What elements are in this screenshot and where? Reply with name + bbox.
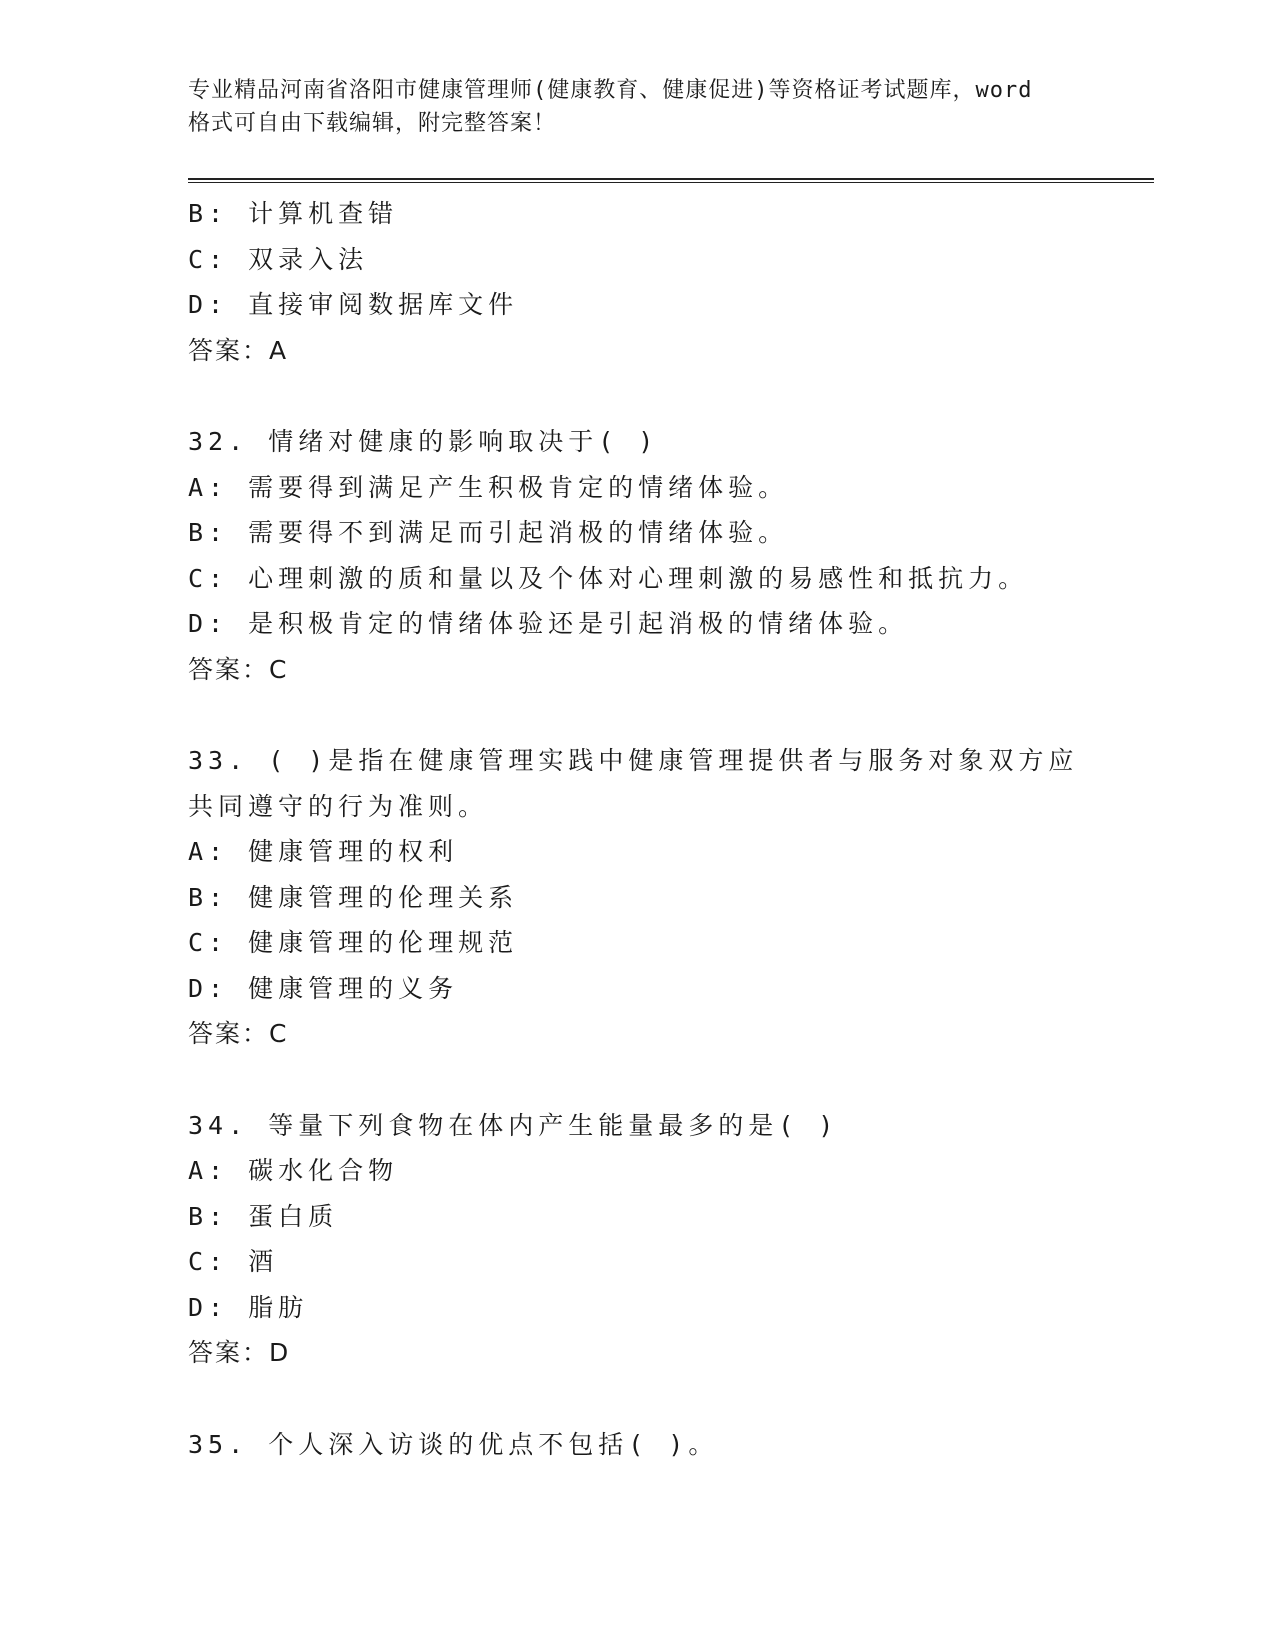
question-block-33 — [188, 738, 1148, 1057]
option-c: C: 心理刺激的质和量以及个体对心理刺激的易感性和抵抗力。 — [188, 563, 1029, 593]
question-stem: 35. 个人深入访谈的优点不包括( )。 — [188, 1429, 719, 1459]
option-d: D: 脂肪 — [188, 1292, 309, 1322]
spacer — [188, 1057, 1148, 1103]
header-line-2: 格式可自由下载编辑，附完整答案！ — [188, 111, 557, 136]
option-a: A: 需要得到满足产生积极肯定的情绪体验。 — [188, 472, 789, 502]
option-d: D: 直接审阅数据库文件 — [188, 290, 519, 319]
option-a: A: 碳水化合物 — [188, 1156, 399, 1185]
answer: 答案：A — [188, 335, 289, 365]
question-block-34 — [188, 1103, 1148, 1376]
header-line-1: 专业精品河南省洛阳市健康管理师(健康教育、健康促进)等资格证考试题库，word — [188, 78, 1033, 103]
question-stem: 34. 等量下列食物在体内产生能量最多的是( ) — [188, 1110, 839, 1140]
option-a: A: 健康管理的权利 — [188, 837, 459, 866]
question-block-31 — [188, 191, 1148, 373]
question-stem: 32. 情绪对健康的影响取决于( ) — [188, 427, 659, 456]
option-b: B: 蛋白质 — [188, 1201, 339, 1231]
spacer — [188, 1376, 1148, 1422]
question-list — [188, 191, 1148, 1467]
option-b: B: 计算机查错 — [188, 199, 399, 228]
question-stem-continued: 共同遵守的行为准则。 — [188, 791, 489, 821]
option-d: D: 是积极肯定的情绪体验还是引起消极的情绪体验。 — [188, 609, 909, 638]
option-c: C: 双录入法 — [188, 244, 369, 274]
option-b: B: 需要得不到满足而引起消极的情绪体验。 — [188, 518, 789, 547]
option-c: C: 酒 — [188, 1247, 279, 1276]
answer: 答案：C — [188, 654, 289, 684]
option-b: B: 健康管理的伦理关系 — [188, 882, 519, 912]
spacer — [188, 373, 1148, 419]
option-d: D: 健康管理的义务 — [188, 973, 459, 1003]
question-block-32 — [188, 419, 1148, 692]
question-block-35 — [188, 1422, 1148, 1468]
answer: 答案：C — [188, 1019, 289, 1048]
spacer — [188, 692, 1148, 738]
question-stem: 33. ( )是指在健康管理实践中健康管理提供者与服务对象双方应 — [188, 746, 1079, 775]
document-header — [188, 74, 1088, 140]
answer: 答案：D — [188, 1338, 291, 1367]
option-c: C: 健康管理的伦理规范 — [188, 928, 519, 957]
header-divider — [188, 178, 1154, 183]
